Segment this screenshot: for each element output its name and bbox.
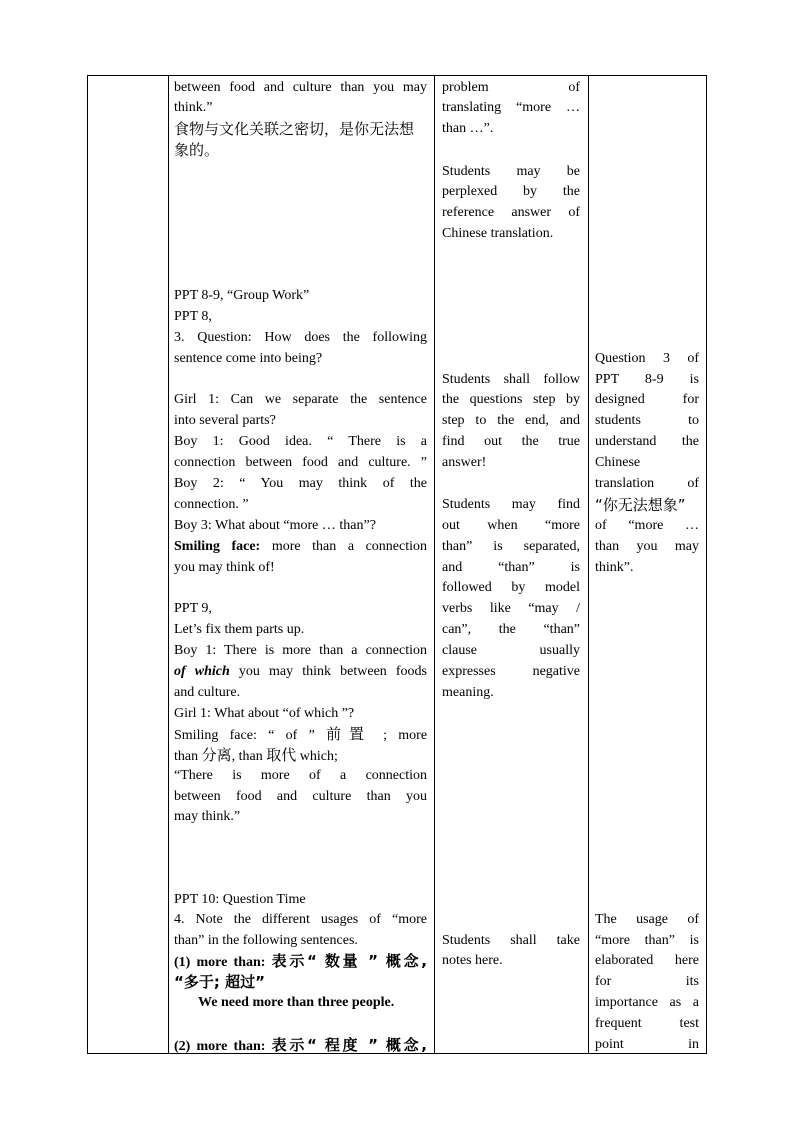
smiling-face-text: more than a connection [271,539,427,554]
of-which-emphasis: of which [174,664,230,679]
activity-line: out when “more [442,518,580,533]
dialogue-line: Boy 3: What about “more … than”? [174,518,376,533]
dialogue-line [174,537,427,558]
intent-line: designed for [595,392,699,407]
intent-line: Question 3 of [595,351,699,366]
intent-line: Chinese [595,455,641,470]
intent-line-chinese: “你无法想象” [595,496,686,514]
dialogue-line: Boy 1: There is more than a connection [174,643,427,658]
intent-line: The usage of [595,912,699,927]
smiling-face-label: Smiling face: [174,539,261,554]
dialogue-line: Boy 1: Good idea. “ There is a [174,434,427,449]
ppt-heading: PPT 10: Question Time [174,892,306,907]
activity-line: problem of [442,80,580,95]
content-line: between food and culture than you may [174,80,427,95]
dialogue-line: connection between food and culture. ” [174,455,427,470]
activity-line: perplexed by the [442,184,580,199]
usage-line-chinese: “多于; 超过” [174,973,265,991]
dialogue-text: , than [231,749,263,764]
dialogue-text: “ of ” [268,728,315,743]
activity-line: step to the end, and [442,413,580,428]
dialogue-line: Girl 1: What about “of which ”? [174,706,355,721]
smiling-face-label: Smiling face: [174,728,257,743]
column-divider-1 [168,76,169,1053]
dialogue-line [174,662,427,683]
dialogue-line: into several parts? [174,413,276,428]
activity-line: Students shall follow [442,372,580,387]
ppt-heading: PPT 9, [174,601,212,616]
activity-line: find out the true [442,434,580,449]
usage-chinese: 表示“ 数量 ” 概念, [271,952,427,970]
content-line-chinese: 象的。 [174,141,220,159]
activity-line: Students may be [442,164,580,179]
activity-line: notes here. [442,953,503,968]
student-activity-column [442,76,580,1053]
activity-line: clause usually [442,643,580,658]
activity-line: expresses negative [442,664,580,679]
ppt-heading: PPT 8-9, “Group Work” [174,288,310,303]
intent-line: think”. [595,560,634,575]
intent-line: importance as a [595,995,699,1010]
activity-line: and “than” is [442,560,580,575]
activity-line: the questions step by [442,392,580,407]
step-column [88,76,168,1053]
dialogue-text: which; [299,749,338,764]
content-line: think.” [174,100,213,115]
dialogue-line [174,724,427,747]
quote-line: “There is more of a connection [174,768,427,783]
dialogue-line [174,745,427,768]
activity-line: can”, the “than” [442,622,580,637]
intent-line: frequent test [595,1016,699,1031]
dialogue-line: Girl 1: Can we separate the sentence [174,392,427,407]
intent-line: of “more … [595,518,699,533]
usage-line [174,951,427,974]
dialogue-line: Let’s fix them parts up. [174,622,305,637]
dialogue-line: Boy 2: “ You may think of the [174,476,427,491]
usage-example: We need more than three people. [198,995,395,1010]
activity-line: answer! [442,455,487,470]
dialogue-text: ; more [383,728,427,743]
activity-line: Students shall take [442,933,580,948]
quote-line: may think.” [174,809,241,824]
dialogue-line: connection. ” [174,497,249,512]
dialogue-line: and culture. [174,685,241,700]
design-intent-column [595,76,699,1053]
question-line: sentence come into being? [174,351,323,366]
usage-line [174,1035,427,1053]
activity-line: Chinese translation. [442,226,554,241]
intent-line: “more than” is [595,933,699,948]
activity-line: reference answer of [442,205,580,220]
column-divider-3 [588,76,589,1053]
usage-label: (2) more than: [174,1039,266,1053]
activity-line: than …”. [442,121,494,136]
question-line: 4. Note the different usages of “more [174,912,427,927]
activity-line: meaning. [442,685,494,700]
question-line: than” in the following sentences. [174,933,358,948]
teaching-content-column [174,76,427,1053]
intent-line: elaborated here [595,953,699,968]
chinese-term: 分离 [201,746,232,764]
intent-line: students to [595,413,699,428]
ppt-heading: PPT 8, [174,309,212,324]
usage-chinese: 表示“ 程度 ” 概念, [271,1036,427,1053]
activity-line: followed by model [442,580,580,595]
intent-line: point in [595,1037,699,1052]
activity-line: Students may find [442,497,580,512]
dialogue-text: than [174,749,199,764]
lesson-plan-table [87,75,707,1054]
intent-line: for its [595,974,699,989]
dialogue-text: you may think between foods [238,664,427,679]
usage-label: (1) more than: [174,955,266,970]
intent-line: PPT 8-9 is [595,372,699,387]
intent-line: understand the [595,434,699,449]
quote-line: between food and culture than you [174,789,427,804]
column-divider-2 [434,76,435,1053]
intent-line: translation of [595,476,699,491]
question-line: 3. Question: How does the following [174,330,427,345]
activity-line: verbs like “may / [442,601,580,616]
activity-line: than” is separated, [442,539,580,554]
chinese-term: 前置 [326,725,372,743]
activity-line: translating “more … [442,100,580,115]
dialogue-line: you may think of! [174,560,275,575]
chinese-term: 取代 [266,746,297,764]
intent-line: than you may [595,539,699,554]
content-line-chinese: 食物与文化关联之密切，是你无法想 [174,120,415,138]
